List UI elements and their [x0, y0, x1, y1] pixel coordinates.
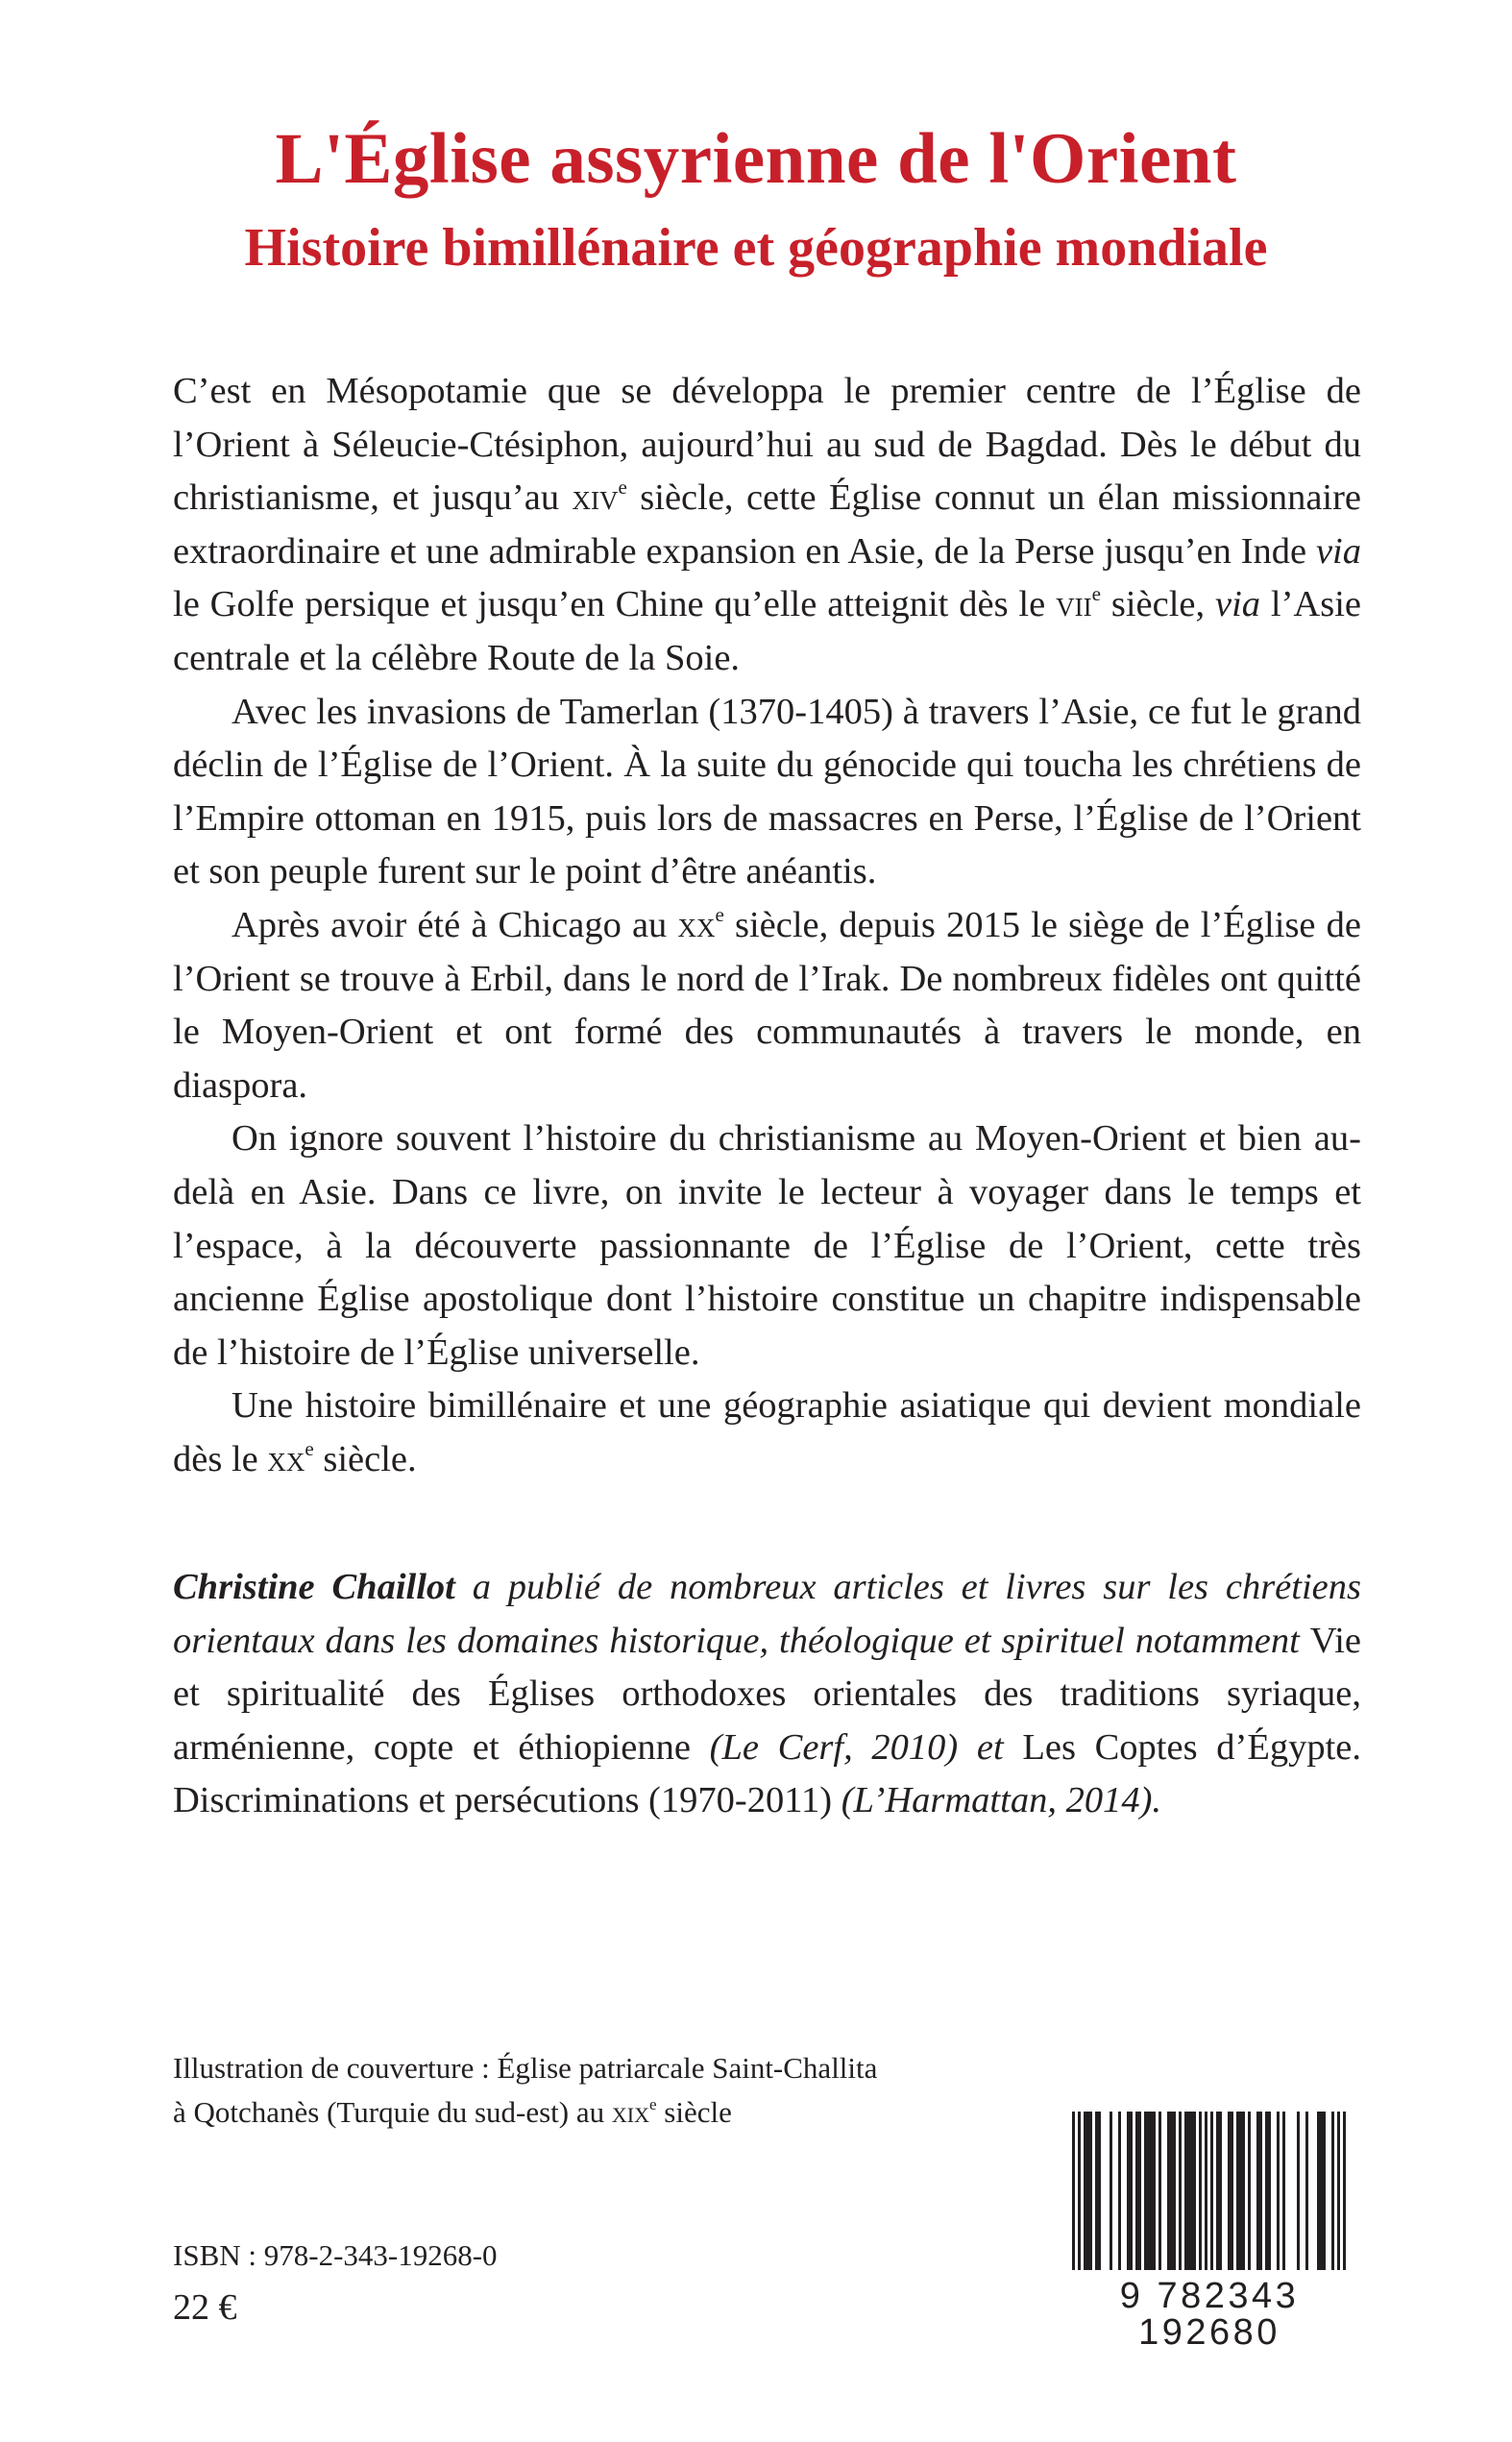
barcode-bar	[1242, 2112, 1245, 2270]
barcode-bar	[1265, 2112, 1268, 2270]
barcode-bar	[1086, 2112, 1089, 2270]
barcode-bar	[1118, 2112, 1121, 2270]
barcode-bar	[1110, 2112, 1112, 2270]
barcode-bar	[1138, 2112, 1141, 2270]
book-reference-2: Les Coptes d’Égypte. Discriminations et persécutions (1970-2011)	[173, 1726, 1361, 1821]
barcode-bar	[1268, 2112, 1271, 2270]
barcode-bar	[1231, 2112, 1233, 2270]
barcode-bar	[1343, 2112, 1346, 2270]
barcode-bar	[1228, 2112, 1231, 2270]
book-subtitle: Histoire bimillénaire et géographie mondiale	[244, 218, 1268, 278]
barcode-bar	[1173, 2112, 1176, 2270]
price: 22 €	[173, 2287, 237, 2328]
barcode	[1057, 2106, 1362, 2353]
author-bio: Christine Chaillot a publié de nombreux articles et livres sur les chrétiens orientaux dans les domaines historique, théologique et spirituel notamment Vie et spiritualité des Églises orthodoxes orientales des traditions syriaque, arménienne, copte et éthiopienne (Le Cerf, 2010) et Les Coptes d’Égypte. Discriminations et persécutions (1970-2011) (L’Harmattan, 2014).	[173, 1567, 1361, 1821]
barcode-bar	[1236, 2112, 1239, 2270]
barcode-bar	[1323, 2112, 1326, 2270]
blurb	[173, 365, 1361, 1486]
barcode-bar	[1130, 2112, 1133, 2270]
barcode-bar	[1248, 2112, 1251, 2270]
barcode-bar	[1256, 2112, 1259, 2270]
barcode-bar	[1277, 2112, 1280, 2270]
barcode-bar	[1282, 2112, 1285, 2270]
barcode-bar	[1331, 2112, 1334, 2270]
barcode-bar	[1153, 2112, 1156, 2270]
book-title: L'Église assyrienne de l'Orient	[275, 119, 1237, 199]
barcode-digits: 9 782343 192680	[1119, 2276, 1300, 2353]
barcode-bar	[1305, 2112, 1308, 2270]
barcode-bar	[1179, 2112, 1182, 2270]
barcode-bar	[1167, 2112, 1170, 2270]
barcode-bar	[1210, 2112, 1213, 2270]
barcode-bar	[1190, 2112, 1193, 2270]
barcode-bar	[1127, 2112, 1130, 2270]
barcode-bar	[1144, 2112, 1147, 2270]
barcode-bar	[1193, 2112, 1196, 2270]
barcode-bar	[1259, 2112, 1262, 2270]
blurb-paragraph-4: On ignore souvent l’histoire du christianisme au Moyen-Orient et bien au-delà en Asie. Dans ce livre, on invite le lecteur à voyager dans le temps et l’espace, à la découverte passionnante de l’Église de l’Orient, cette très ancienne Église apostolique dont l’histoire constitue un chapitre indispensable de l’histoire de l’Église universelle.	[173, 1118, 1361, 1373]
blurb-paragraph-5: Une histoire bimillénaire et une géographie asiatique qui devient mondiale dès le $xx^e$ siècle.	[173, 1385, 1361, 1479]
barcode-bar	[1147, 2112, 1150, 2270]
barcode-bar	[1199, 2112, 1202, 2270]
author-name: Christine Chaillot	[173, 1567, 455, 1607]
barcode-bar	[1150, 2112, 1153, 2270]
barcode-bar	[1158, 2112, 1161, 2270]
barcode-bar	[1320, 2112, 1323, 2270]
barcode-bar	[1216, 2112, 1219, 2270]
barcode-bar	[1170, 2112, 1173, 2270]
barcode-bar	[1135, 2112, 1138, 2270]
barcode-bar	[1219, 2112, 1222, 2270]
barcode-bar	[1095, 2112, 1098, 2270]
barcode-bar	[1337, 2112, 1340, 2270]
barcode-bar	[1072, 2112, 1075, 2270]
barcode-bar	[1098, 2112, 1101, 2270]
blurb-paragraph-2: Avec les invasions de Tamerlan (1370-1405) à travers l’Asie, ce fut le grand déclin de l’Église de l’Orient. À la suite du génocide qui toucha les chrétiens de l’Empire ottoman en 1915, puis lors de massacres en Perse, l’Église de l’Orient et son peuple furent sur le point d’être anéantis.	[173, 691, 1361, 892]
blurb-paragraph-3: Après avoir été à Chicago au $xx^e$ siècle, depuis 2015 le siège de l’Église de l’Orient se trouve à Erbil, dans le nord de l’Irak. De nombreux fidèles ont quitté le Moyen-Orient et ont formé des communautés à travers le monde, en diaspora.	[173, 903, 1361, 1106]
barcode-bar	[1184, 2112, 1187, 2270]
barcode-bar	[1187, 2112, 1190, 2270]
barcode-bar	[1084, 2112, 1086, 2270]
barcode-bar	[1205, 2112, 1207, 2270]
barcode-bar	[1297, 2112, 1300, 2270]
barcode-bar	[1317, 2112, 1320, 2270]
barcode-bars	[1057, 2106, 1362, 2274]
blurb-paragraph-1: C’est en Mésopotamie que se développa le premier centre de l’Église de l’Orient à Séleucie-Ctésiphon, aujourd’hui au sud de Bagdad. Dès le début du christianisme, et jusqu’au xiv$^e$ siècle, cette Église connut un élan missionnaire extraordinaire et une admirable expansion en Asie, de la Perse jusqu’en Inde via le Golfe persique et jusqu’en Chine qu’elle atteignit dès le vii$^e$ siècle, via l’Asie centrale et la célèbre Route de la Soie.	[173, 371, 1362, 678]
isbn: ISBN : 978-2-343-19268-0	[173, 2238, 498, 2272]
barcode-bar	[1239, 2112, 1242, 2270]
barcode-bar	[1089, 2112, 1092, 2270]
book-reference-1: Vie et spiritualité des Églises orthodoxes orientales des traditions syriaque, arménienne, copte et éthiopienne	[173, 1620, 1361, 1768]
cover-illustration-credit: Illustration de couverture : Église patriarcale Saint-Challita à Qotchanès (Turquie du sud-est) au xix$^e$ siècle	[173, 2051, 878, 2129]
barcode-bar	[1078, 2112, 1081, 2270]
